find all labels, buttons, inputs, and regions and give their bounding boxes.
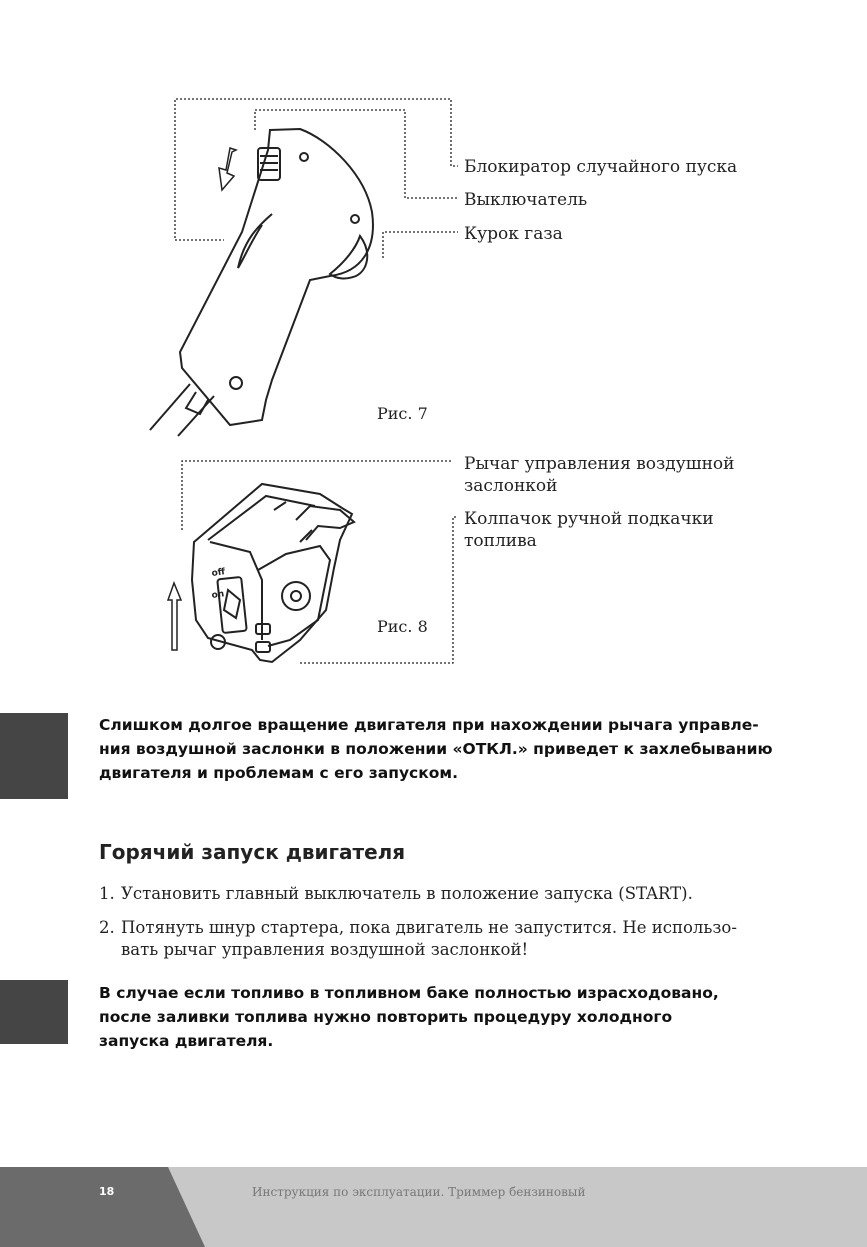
warning-line: после заливки топлива нужно повторить процедуру холодного <box>99 1008 673 1026</box>
warning-marker <box>0 980 68 1044</box>
warning-line: запуска двигателя. <box>99 1032 274 1050</box>
label-choke-lever-line2: заслонкой <box>464 476 558 496</box>
label-safety-lock: Блокиратор случайного пуска <box>464 157 738 177</box>
step-text: Потянуть шнур стартера, пока двигатель не запустится. Не использо- <box>121 918 737 937</box>
figure-7-handle-drawing <box>0 0 867 440</box>
switch-on-label: on <box>211 589 225 601</box>
figure-7-caption: Рис. 7 <box>377 404 428 423</box>
warning-choke-note <box>99 713 773 785</box>
label-primer-bulb-line1: Колпачок ручной подкачки <box>464 509 714 529</box>
step-1 <box>99 882 799 906</box>
step-text: Установить главный выключатель в положение запуска (START). <box>121 884 693 903</box>
footer-tab-shape <box>0 1167 210 1247</box>
page-number: 18 <box>99 1185 115 1198</box>
step-number: 1. <box>99 884 115 903</box>
warning-line: двигателя и проблемам с его запуском. <box>99 764 458 782</box>
label-stop-switch: Выключатель <box>464 190 588 210</box>
footer-document-title: Инструкция по эксплуатации. Триммер бензиновый <box>252 1185 586 1199</box>
warning-refuel-note <box>99 981 719 1053</box>
step-number: 2. <box>99 918 115 937</box>
label-throttle-trigger: Курок газа <box>464 224 563 244</box>
figure-8-carburetor-drawing <box>0 450 867 680</box>
warning-marker <box>0 713 68 799</box>
label-choke-lever-line1: Рычаг управления воздушной <box>464 454 735 474</box>
section-title: Горячий запуск двигателя <box>99 840 406 864</box>
switch-off-label: off <box>211 567 226 579</box>
step-text: вать рычаг управления воздушной заслонкой! <box>121 940 529 959</box>
figure-8-caption: Рис. 8 <box>377 617 428 636</box>
warning-line: В случае если топливо в топливном баке полностью израсходовано, <box>99 984 719 1002</box>
warning-line: ния воздушной заслонки в положении «ОТКЛ.» приведет к захлебыванию <box>99 740 773 758</box>
warning-line: Слишком долгое вращение двигателя при нахождении рычага управле- <box>99 716 759 734</box>
label-primer-bulb-line2: топлива <box>464 531 537 551</box>
step-2 <box>99 916 799 964</box>
